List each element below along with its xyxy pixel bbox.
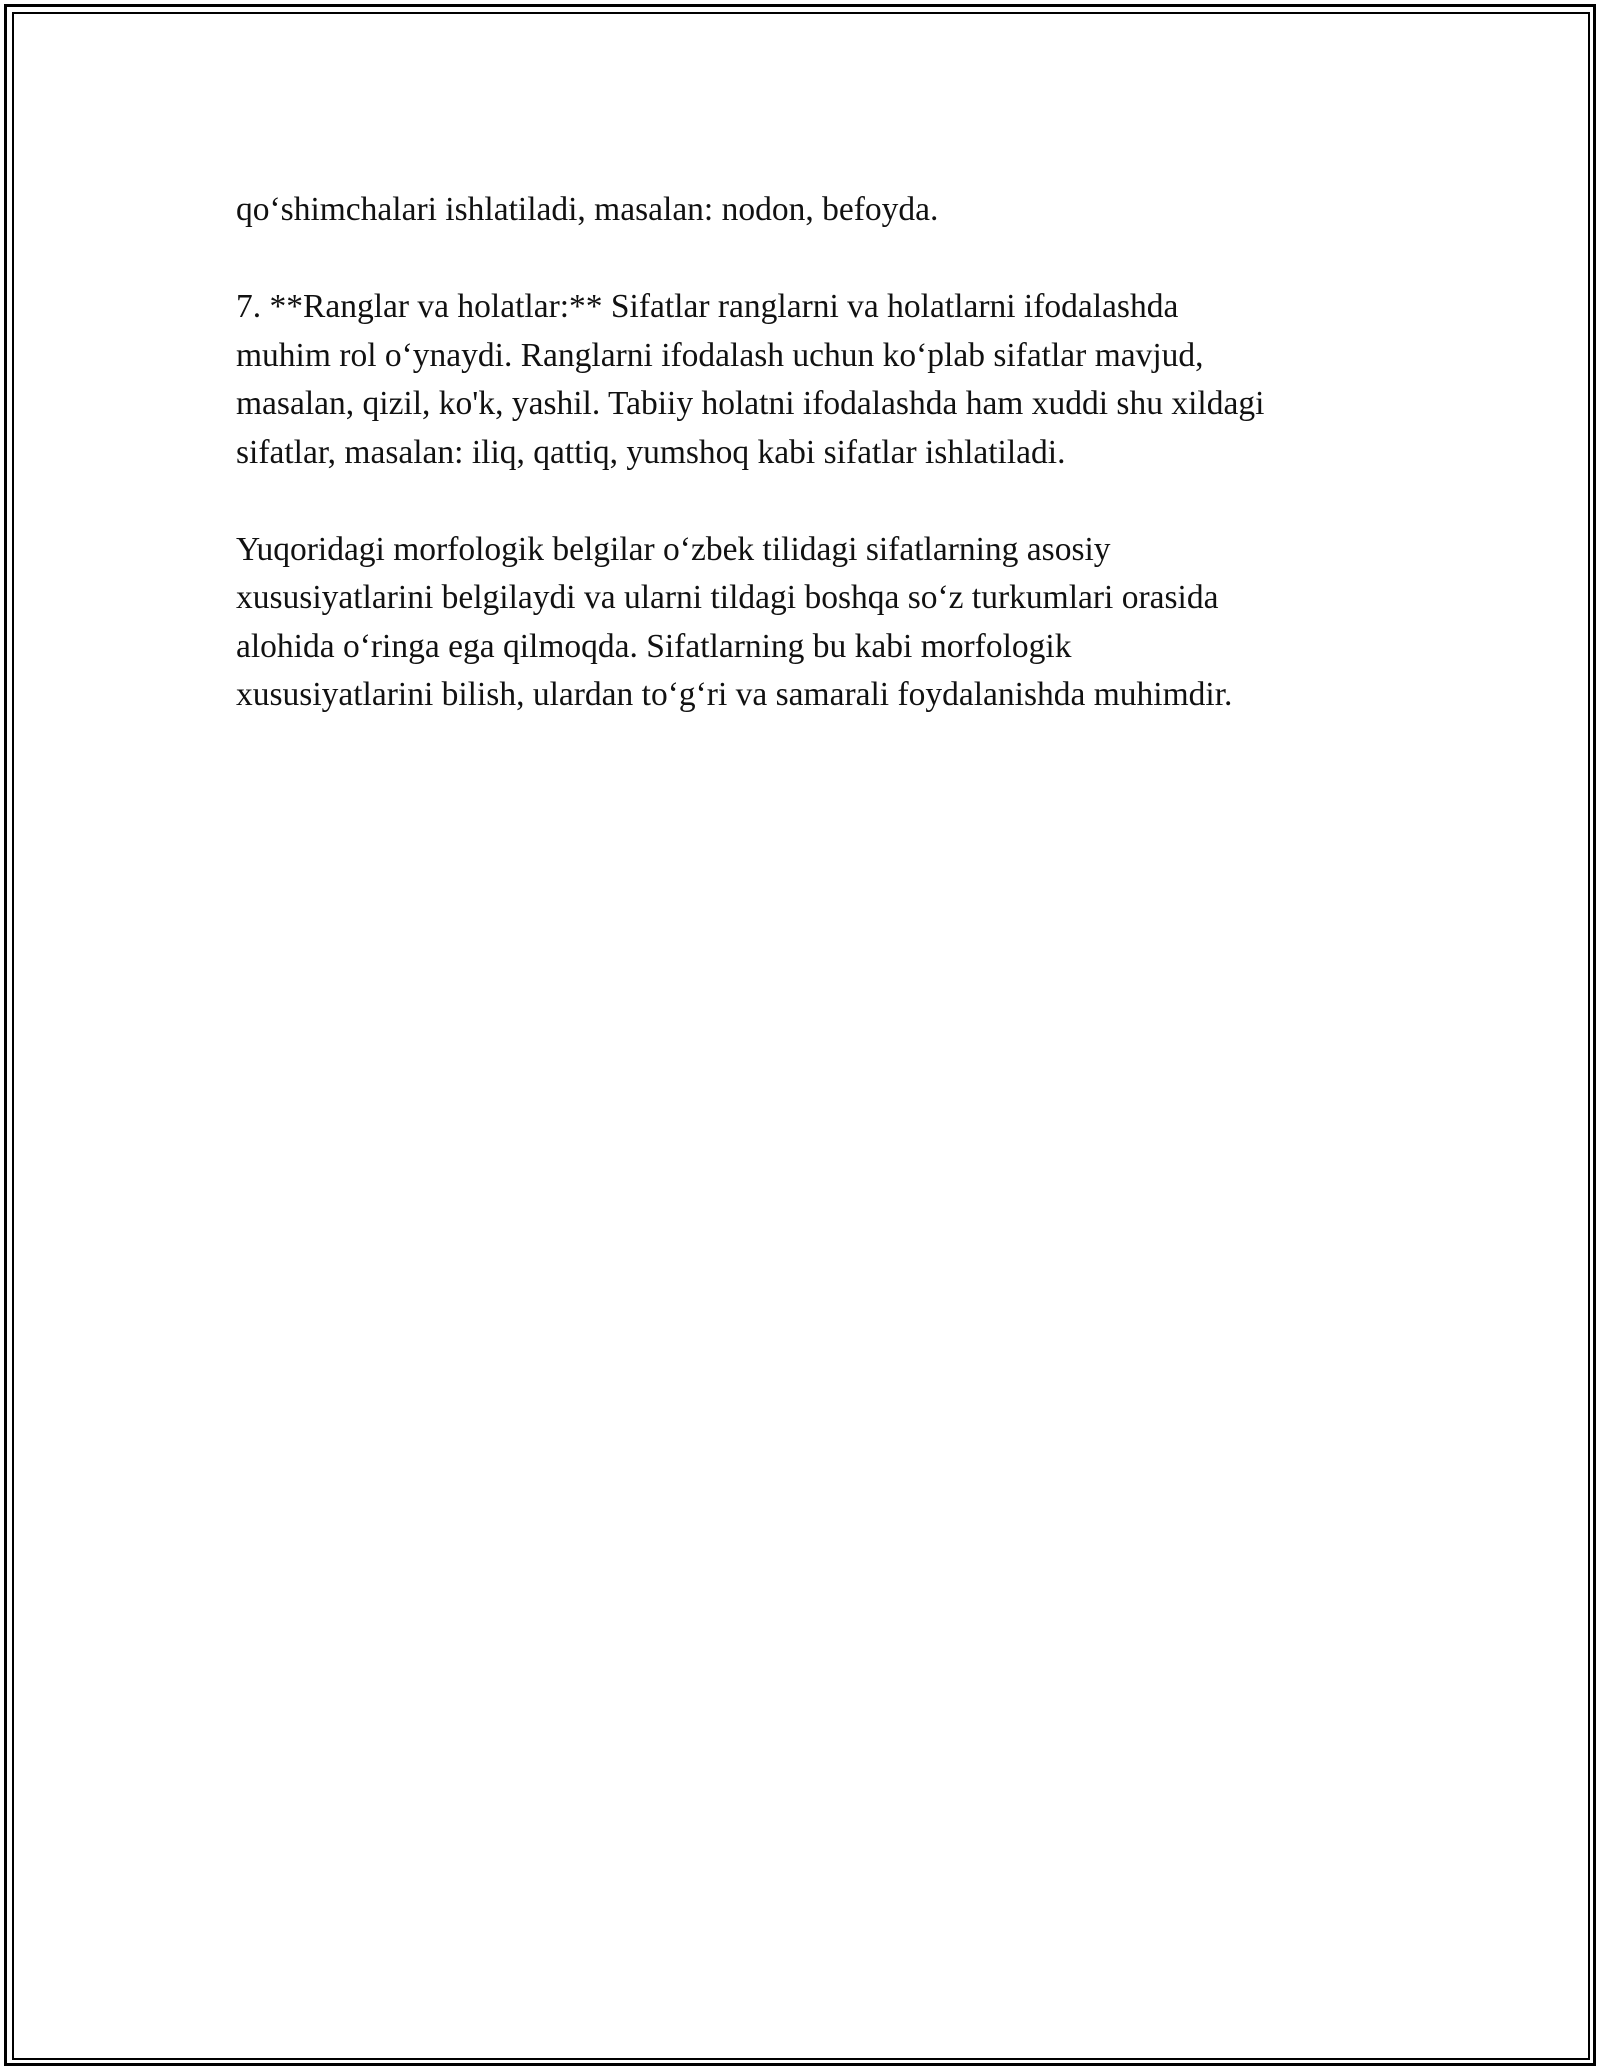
text-line: xususiyatlarini bilish, ulardan to‘g‘ri va samarali foydalanishda muhimdir. <box>236 676 1233 713</box>
paragraph-continuation <box>236 186 1416 235</box>
text-line: masalan, qizil, ko'k, yashil. Tabiiy holatni ifodalashda ham xuddi shu xildagi <box>236 385 1265 422</box>
text-line: alohida o‘ringa ega qilmoqda. Sifatlarning bu kabi morfologik <box>236 627 1072 665</box>
document-body <box>236 186 1416 720</box>
paragraph-colors-and-states <box>236 283 1416 477</box>
text-line: qo‘shimchalari ishlatiladi, masalan: nodon, befoyda. <box>236 191 939 228</box>
paragraph-conclusion <box>236 526 1416 720</box>
text-line: muhim rol o‘ynaydi. Ranglarni ifodalash uchun ko‘plab sifatlar mavjud, <box>236 336 1204 374</box>
text-line: Yuqoridagi morfologik belgilar o‘zbek tilidagi sifatlarning asosiy <box>236 530 1111 568</box>
text-line: sifatlar, masalan: iliq, qattiq, yumshoq kabi sifatlar ishlatiladi. <box>236 433 1066 471</box>
text-line: 7. **Ranglar va holatlar:** Sifatlar ranglarni va holatlarni ifodalashda <box>236 288 1179 325</box>
text-line: xususiyatlarini belgilaydi va ularni tildagi boshqa so‘z turkumlari orasida <box>236 579 1219 616</box>
